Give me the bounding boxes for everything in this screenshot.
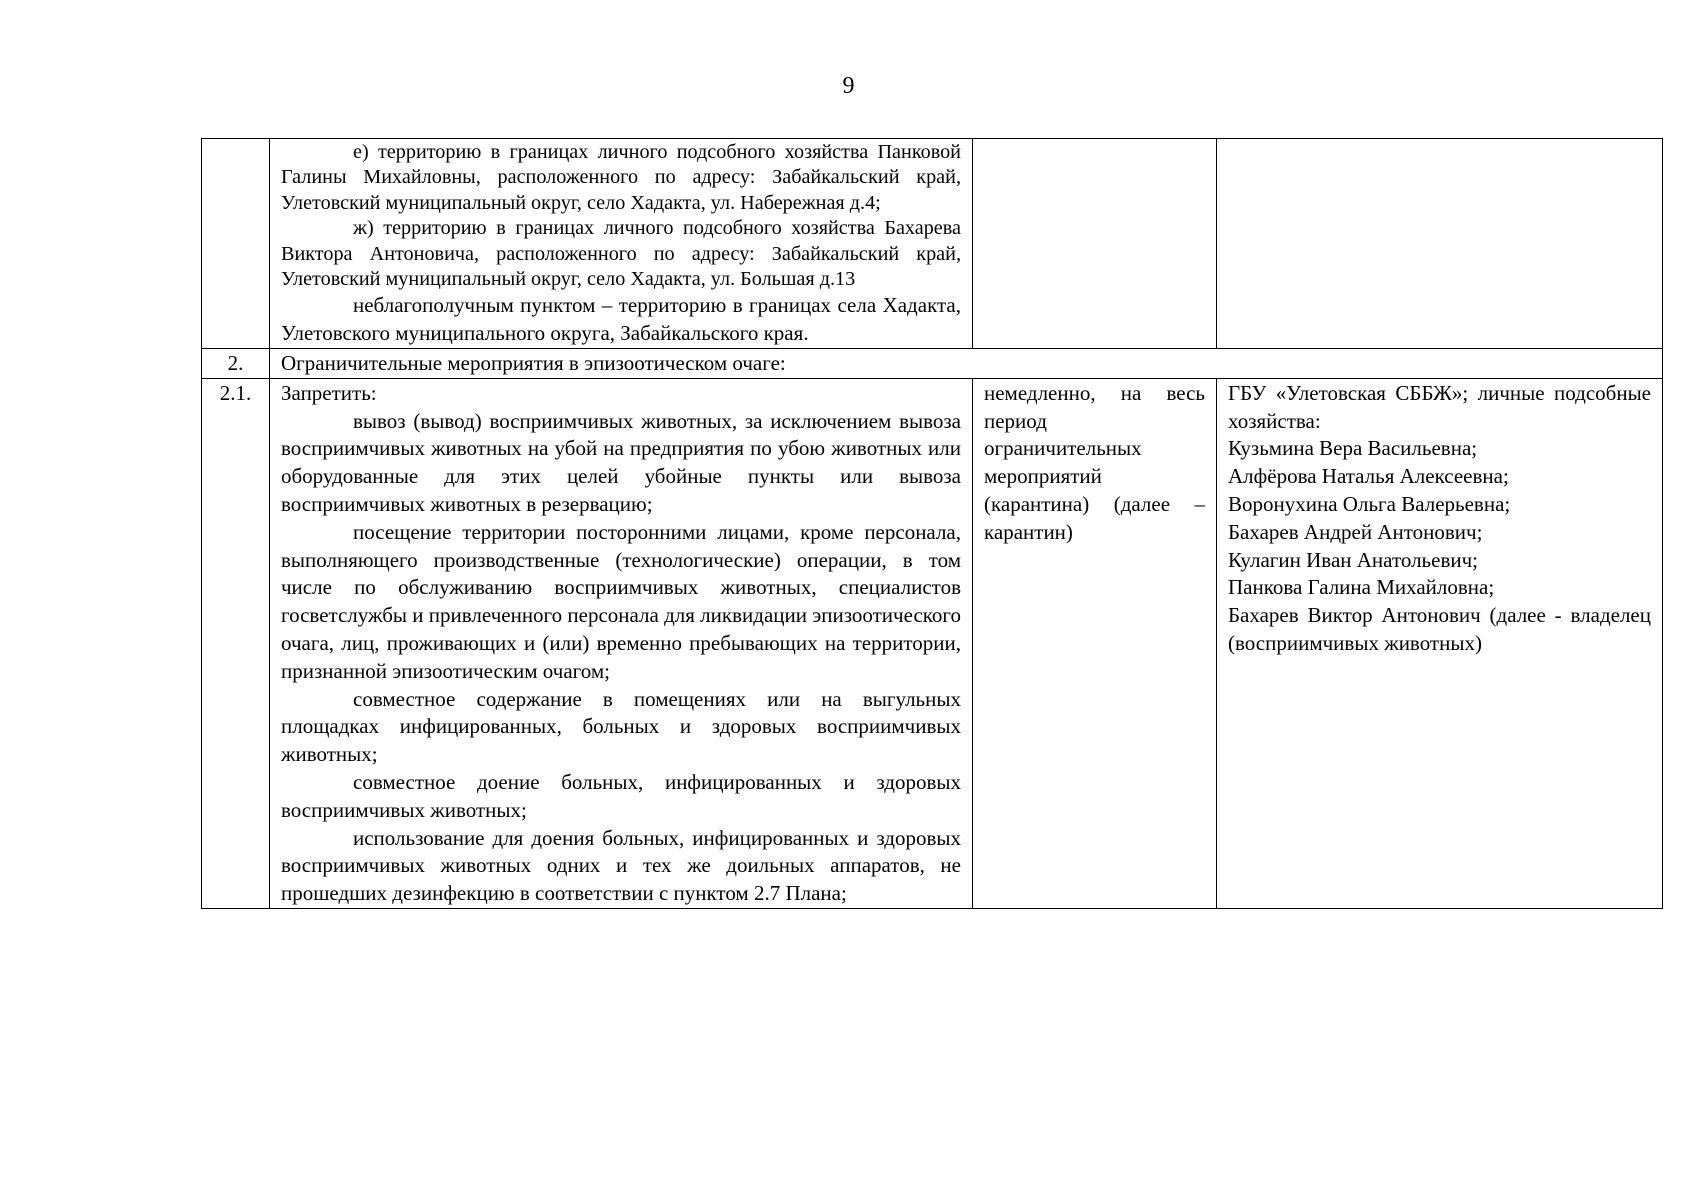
row-number: 2.1. [202, 378, 270, 908]
measure-paragraph: вывоз (вывод) восприимчивых животных, за исключением вывоза восприимчивых животных на убой на предприятия по убою животных или оборудованные для этих целей убойные пункты или вывоза восприимчивых животных в резервацию; [281, 408, 961, 517]
row-number: 2. [202, 349, 270, 379]
row-number [202, 139, 270, 349]
table-row [202, 349, 1663, 379]
measure-paragraph: ж) территорию в границах личного подсобного хозяйства Бахарева Виктора Антоновича, расположенного по адресу: Забайкальский край, Улетовский муниципальный округ, село Хадакта, ул. Большая д.13 [281, 217, 961, 291]
responsible-line: Кулагин Иван Анатольевич; [1228, 547, 1478, 572]
responsible-line: Бахарев Виктор Антонович (далее - владелец (восприимчивых животных) [1228, 603, 1651, 655]
responsible-cell [1217, 139, 1663, 349]
responsible-line: Бахарев Андрей Антонович; [1228, 519, 1483, 544]
responsible-line: Панкова Галина Михайловна; [1228, 575, 1495, 600]
responsible-cell [1217, 378, 1663, 908]
deadline-text: немедленно, на весь период ограничительных мероприятий (карантина) (далее – карантин) [984, 380, 1205, 544]
measure-paragraph: е) территорию в границах личного подсобного хозяйства Панковой Галины Михайловны, расположенного по адресу: Забайкальский край, Улетовский муниципальный округ, село Хадакта, ул. Набережная д.4; [281, 141, 961, 214]
measure-paragraph: использование для доения больных, инфицированных и здоровых восприимчивых животных одних и тех же доильных аппаратов, не прошедших дезинфекцию в соответствии с пунктом 2.7 Плана; [281, 825, 961, 906]
responsible-line: Воронухина Ольга Валерьевна; [1228, 492, 1511, 517]
table-row [202, 378, 1663, 908]
deadline-cell [973, 139, 1217, 349]
responsible-line: Алфёрова Наталья Алексеевна; [1228, 464, 1509, 489]
measure-paragraph: посещение территории посторонними лицами, кроме персонала, выполняющего производственные (технологические) операции, в том числе по обслуживанию восприимчивых животных, специалистов госветслужбы и привлеченного персонала для ликвидации эпизоотического очага, лиц, проживающих и (или) временно пребывающих на территории, признанной эпизоотическим очагом; [281, 519, 961, 683]
page-number: 9 [842, 73, 855, 99]
responsible-line: ГБУ «Улетовская СББЖ»; личные подсобные хозяйства: [1228, 380, 1651, 433]
measures-table [201, 138, 1663, 909]
measure-cell [270, 139, 973, 349]
section-heading: Ограничительные мероприятия в эпизоотическом очаге: [270, 349, 1663, 379]
measure-paragraph: совместное содержание в помещениях или на выгульных площадках инфицированных, больных и здоровых восприимчивых животных; [281, 686, 961, 767]
responsible-line: Кузьмина Вера Васильевна; [1228, 436, 1478, 461]
measure-paragraph: совместное доение больных, инфицированных и здоровых восприимчивых животных; [281, 769, 961, 822]
deadline-cell [973, 378, 1217, 908]
measure-cell [270, 378, 973, 908]
measure-lead: Запретить: [281, 380, 377, 405]
measure-paragraph: неблагополучным пунктом – территорию в границах села Хадакта, Улетовского муниципального округа, Забайкальского края. [281, 293, 961, 346]
table-row [202, 139, 1663, 349]
